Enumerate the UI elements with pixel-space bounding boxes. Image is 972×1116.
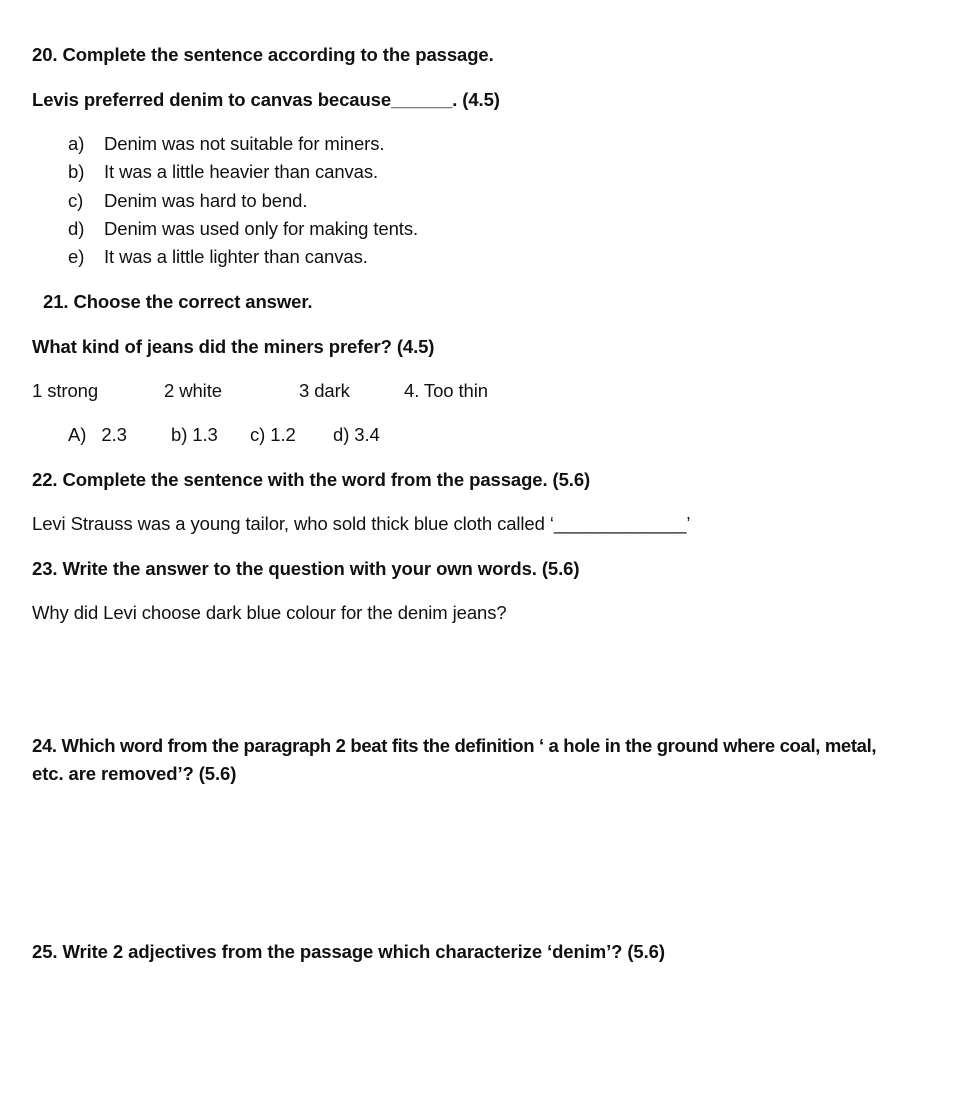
option-letter: c): [68, 190, 84, 211]
q21-item-4: 4. Too thin: [404, 380, 488, 401]
option-text: Denim was used only for making tents.: [104, 218, 419, 239]
q24-heading-line2: etc. are removed’? (5.6): [32, 763, 237, 784]
q21-answer-a[interactable]: A) 2.3: [68, 424, 127, 445]
option-letter: a): [68, 133, 85, 154]
q21-heading: 21. Choose the correct answer.: [43, 291, 313, 312]
q21-item-3: 3 dark: [299, 380, 350, 401]
option-text: It was a little heavier than canvas.: [104, 161, 379, 182]
q24-heading-line1: 24. Which word from the paragraph 2 beat fits the definition ‘ a hole in the ground where coal, metal,: [32, 735, 877, 756]
q21-answer-b[interactable]: b) 1.3: [171, 424, 218, 445]
option-letter: d): [68, 218, 85, 239]
q21-answer-d[interactable]: d) 3.4: [333, 424, 380, 445]
option-text: It was a little lighter than canvas.: [104, 246, 368, 267]
option-text: Denim was not suitable for miners.: [104, 133, 385, 154]
q23-heading: 23. Write the answer to the question with your own words. (5.6): [32, 558, 580, 579]
q22-heading: 22. Complete the sentence with the word from the passage. (5.6): [32, 469, 591, 490]
option-letter: e): [68, 246, 85, 267]
q20-heading: 20. Complete the sentence according to the passage.: [32, 44, 494, 65]
q25-heading: 25. Write 2 adjectives from the passage which characterize ‘denim’? (5.6): [32, 941, 665, 962]
q23-question: Why did Levi choose dark blue colour for the denim jeans?: [32, 602, 507, 623]
q21-item-2: 2 white: [164, 380, 222, 401]
q20-stem: Levis preferred denim to canvas because______. (4.5): [32, 89, 500, 110]
option-letter: b): [68, 161, 85, 182]
option-text: Denim was hard to bend.: [104, 190, 308, 211]
q21-stem: What kind of jeans did the miners prefer? (4.5): [32, 336, 435, 357]
q21-item-1: 1 strong: [32, 380, 99, 401]
q21-answer-c[interactable]: c) 1.2: [250, 424, 296, 445]
q22-sentence: Levi Strauss was a young tailor, who sold thick blue cloth called ‘_____________’: [32, 513, 691, 534]
